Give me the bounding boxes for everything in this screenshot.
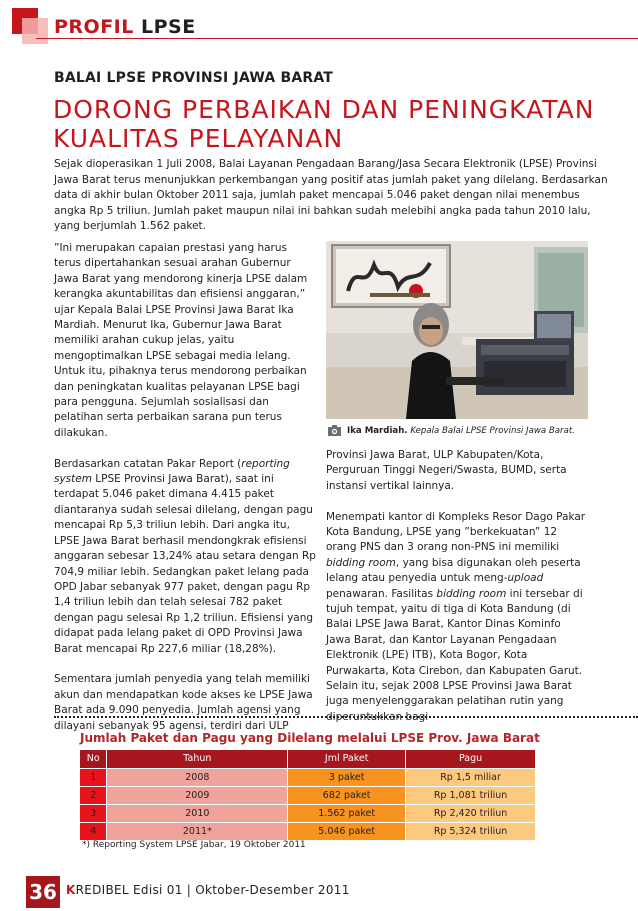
article-headline: [53, 95, 613, 153]
cell-pagu: Rp 5,324 triliun: [406, 822, 536, 840]
paragraph-kantor: [326, 510, 588, 726]
header-accent-square-light: [22, 18, 48, 44]
caption-role: Kepala Balai LPSE Provinsi Jawa Barat.: [410, 426, 575, 436]
header-rule: [36, 38, 638, 39]
pakar-text-em: reporting system: [54, 457, 290, 486]
kantor-text-em1: bidding room: [326, 556, 396, 569]
kantor-text-em2: upload: [507, 572, 544, 585]
kantor-text-em3: bidding room: [436, 587, 507, 600]
header-pagu: Pagu: [406, 750, 536, 768]
magazine-footer: [66, 883, 350, 897]
cell-jml-paket: 3 paket: [288, 768, 406, 786]
table-row: [80, 768, 536, 786]
paket-pagu-table: [80, 750, 536, 841]
article-lead: Sejak dioperasikan 1 Juli 2008, Balai Layanan Pengadaan Barang/Jasa Secara Elektronik (LPSE) Provinsi Jawa Barat terus menunjukkan perkembangan yang positif atas jumlah paket yang dilelang. Berdasarkan data di akhir bulan Oktober 2011 saja, jumlah paket mencapai 5.046 paket dengan nilai menembus angka Rp 5 triliun. Jumlah paket maupun nilai ini bahkan sudah melebihi angka pada tahun 2010 lalu, yang berjumlah 1.562 paket.: [54, 158, 608, 233]
cell-no: 1: [80, 768, 107, 786]
kantor-text-a: Menempati kantor di Kompleks Resor Dago Pakar Kota Bandung, LPSE yang ”berkekuatan” 12 orang PNS dan 3 orang non-PNS ini memiliki: [326, 510, 586, 554]
kantor-text-c: penawaran. Fasilitas: [326, 587, 437, 600]
table-row: [80, 786, 536, 804]
cell-no: 4: [80, 822, 107, 840]
article-column-right: [326, 448, 588, 741]
dotted-divider: [54, 716, 638, 718]
paragraph-quote: ”Ini merupakan capaian prestasi yang harus terus dipertahankan sesuai arahan Gubernur Jawa Barat yang mendorong kinerja LPSE dalam kerangka akuntabilitas dan efisiensi anggaran,” ujar Kepala Balai LPSE Provinsi Jawa Barat Ika Mardiah. Menurut Ika, Gubernur Jawa Barat memiliki arahan cukup jelas, yaitu mengoptimalkan LPSE sebagai media lelang. Untuk itu, pihaknya terus mendorong perbaikan dan peningkatan kualitas pelayanan LPSE bagi para pengguna. Sejumlah sosialisasi dan pelatihan serta perbaikan sarana pun terus dilakukan.: [54, 242, 308, 439]
header-no: No: [80, 750, 107, 768]
section-word-profil: PROFIL: [54, 16, 134, 38]
cell-no: 2: [80, 786, 107, 804]
table-row: [80, 822, 536, 840]
cell-tahun: 2011*: [107, 822, 288, 840]
kantor-text-b: , yang bisa digunakan oleh peserta lelang atau penyedia untuk meng-: [326, 556, 581, 585]
cell-pagu: Rp 1,5 miliar: [406, 768, 536, 786]
article-photo: [326, 241, 588, 419]
photo-caption: [328, 425, 590, 439]
cell-pagu: Rp 1,081 triliun: [406, 786, 536, 804]
camera-icon: [328, 425, 341, 439]
section-title: [54, 16, 196, 38]
article-kicker: BALAI LPSE PROVINSI JAWA BARAT: [54, 70, 334, 86]
headline-line-1: DORONG PERBAIKAN DAN PENINGKATAN: [53, 95, 595, 124]
article-column-left: [54, 241, 316, 749]
kantor-text-d: ini tersebar di tujuh tempat, yaitu di tiga di Kota Bandung (di Balai LPSE Jawa Barat, Kantor Dinas Kominfo Jawa Barat, dan Kantor Layanan Pengadaan Elektronik (LPE) ITB), Kota Bogor, Kota Purwakarta, Kota Cirebon, dan Kabupaten Garut. Selain itu, sejak 2008 LPSE Provinsi Jawa Barat juga menyelenggarakan pelatihan rutin yang diperuntukkan bagi: [326, 587, 583, 723]
table-row: [80, 804, 536, 822]
page-number: 36: [26, 876, 60, 908]
cell-tahun: 2008: [107, 768, 288, 786]
cell-pagu: Rp 2,420 triliun: [406, 804, 536, 822]
paragraph-pakar-report: [54, 457, 316, 657]
pakar-text-a: Berdasarkan catatan Pakar Report (: [54, 457, 242, 470]
table-title: Jumlah Paket dan Pagu yang Dilelang melalui LPSE Prov. Jawa Barat: [80, 731, 540, 745]
pakar-text-b: LPSE Provinsi Jawa Barat), saat ini terdapat 5.046 paket dimana 4.415 paket diantaranya sudah selesai dilelang, dengan pagu mencapai Rp 5,3 triliun lebih. Dari angka itu, LPSE Jawa Barat berhasil mendongkrak efisiensi anggaran sebesar 13,24% atau setara dengan Rp 704,9 miliar lebih. Sedangkan paket lelang pada OPD Jabar sebanyak 977 paket, dengan pagu Rp 1,4 triliun lebih dan telah selesai 782 paket dengan pagu selesai Rp 1,2 triliun. Efisiensi yang didapat pada lelang paket di OPD Provinsi Jawa Barat mencapai Rp 227,6 miliar (18,28%).: [54, 473, 316, 655]
paragraph-penyedia: Sementara jumlah penyedia yang telah memiliki akun dan mendapatkan kode akses ke LPSE Jawa Barat ada 9.090 penyedia. Jumlah agensi yang dilayani sebanyak 95 agensi, terdiri dari ULP: [54, 673, 313, 732]
header-tahun: Tahun: [107, 750, 288, 768]
cell-jml-paket: 1.562 paket: [288, 804, 406, 822]
header-jml-paket: Jml Paket: [288, 750, 406, 768]
table-footnote: *) Reporting System LPSE Jabar, 19 Oktober 2011: [82, 840, 306, 850]
office-scene-image: [326, 241, 588, 419]
cell-no: 3: [80, 804, 107, 822]
footer-edition: REDIBEL Edisi 01 | Oktober-Desember 2011: [75, 883, 350, 897]
paragraph-agensi: Provinsi Jawa Barat, ULP Kabupaten/Kota, Perguruan Tinggi Negeri/Swasta, BUMD, serta instansi vertikal lainnya.: [326, 449, 567, 492]
cell-jml-paket: 682 paket: [288, 786, 406, 804]
headline-line-2: KUALITAS PELAYANAN: [53, 124, 344, 153]
cell-tahun: 2009: [107, 786, 288, 804]
footer-k: K: [66, 883, 76, 897]
table-header-row: [80, 750, 536, 768]
cell-tahun: 2010: [107, 804, 288, 822]
section-word-lpse: LPSE: [141, 16, 196, 38]
caption-name: Ika Mardiah.: [347, 426, 408, 436]
cell-jml-paket: 5.046 paket: [288, 822, 406, 840]
